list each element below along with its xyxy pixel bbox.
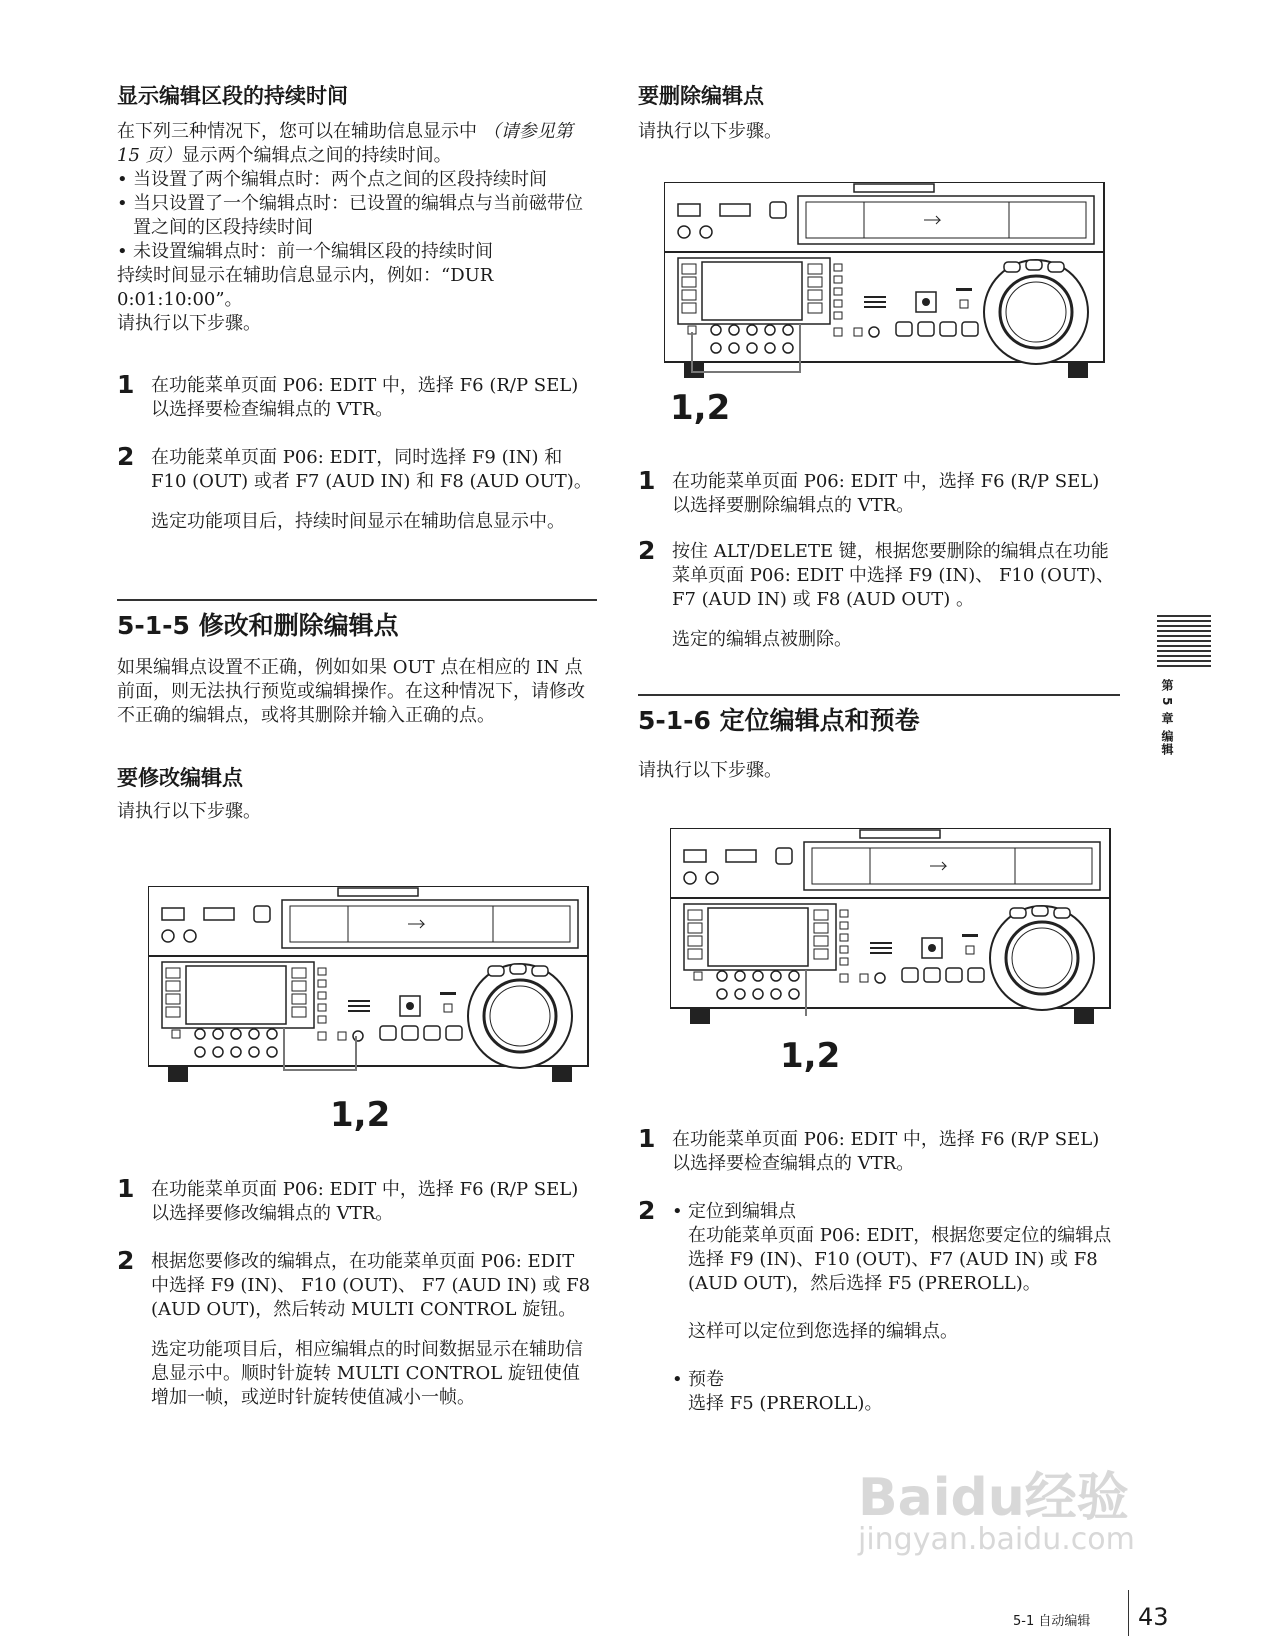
step-number: 2 [638,1196,656,1225]
step-text: 在功能菜单页面 P06: EDIT 中，选择 F6 (R/P SEL) 以选择要删除编辑点的 VTR。 [672,471,1100,516]
locate-bullet-list [672,1200,1120,1416]
footer-section: 5-1 自动编辑 [1013,1614,1091,1629]
duration-note: 持续时间显示在辅助信息显示内，例如：“DUR 0:01:10:00”。 [117,265,494,310]
subsection-title-delete: 要删除编辑点 [638,84,764,108]
bullet-text: 选择 F5 (PREROLL)。 [688,1393,883,1414]
modify-step-2 [117,1246,595,1470]
watermark-url: jingyan.baidu.com [858,1522,1135,1557]
duration-intro: 在下列三种情况下，您可以在辅助信息显示中 （请参见第 15 页）显示两个编辑点之间的持续时间。 [117,121,573,166]
locate-step-2 [638,1196,1120,1430]
steps-intro: 请执行以下步骤。 [117,313,261,334]
section-divider [638,694,1120,696]
vtr-illustration-delete [664,182,1108,382]
bullet-title: • 定位到编辑点 [688,1201,796,1222]
step-text: 在功能菜单页面 P06: EDIT，同时选择 F9 (IN) 和 F10 (OUT) 或者 F7 (AUD IN) 和 F8 (AUD OUT)。 [151,447,592,492]
page-number: 43 [1138,1603,1169,1631]
section-title-locate-preroll: 5-1-6 定位编辑点和预卷 [638,706,920,735]
step-text: 在功能菜单页面 P06: EDIT 中，选择 F6 (R/P SEL) 以选择要修改编辑点的 VTR。 [151,1179,579,1224]
step-number: 1 [638,1124,656,1153]
list-item: • 当设置了两个编辑点时：两个点之间的区段持续时间 [117,168,595,192]
step-result: 选定功能项目后，持续时间显示在辅助信息显示中。 [151,511,565,532]
page-reference-link[interactable]: （请参见第 15 页） [117,121,573,166]
bullet-text: 在功能菜单页面 P06: EDIT，根据您要定位的编辑点选择 F9 (IN)、F10 (OUT)、F7 (AUD IN) 或 F8 (AUD OUT)，然后选择 F5 (PREROLL)。 [688,1225,1112,1294]
list-item [672,1200,1120,1344]
figure-callout: 1,2 [670,388,731,428]
step-text: 按住 ALT/DELETE 键，根据您要删除的编辑点在功能菜单页面 P06: EDIT 中选择 F9 (IN)、 F10 (OUT)、 F7 (AUD IN) 或 F8 (AUD OUT) 。 [672,541,1115,610]
delete-steps-intro: 请执行以下步骤。 [638,121,782,142]
section-title-duration: 显示编辑区段的持续时间 [117,84,348,108]
modify-steps-intro: 请执行以下步骤。 [117,801,261,822]
step-result: 选定功能项目后，相应编辑点的时间数据显示在辅助信息显示中。顺时针旋转 MULTI CONTROL 旋钮使值增加一帧，或逆时针旋转使值减小一帧。 [151,1339,583,1408]
step-text: 根据您要修改的编辑点，在功能菜单页面 P06: EDIT 中选择 F9 (IN)、 F10 (OUT)、 F7 (AUD IN) 或 F8 (AUD OUT)，然后转动 MULTI CONTROL 旋钮。 [151,1251,591,1320]
step-number: 1 [117,370,135,399]
chapter-label: 第 5 章 编辑 [1160,679,1174,756]
vtr-illustration-locate [670,828,1114,1028]
footer-divider [1128,1590,1129,1636]
step-result: 选定的编辑点被删除。 [672,629,852,650]
locate-steps-intro: 请执行以下步骤。 [638,760,782,781]
figure-callout: 1,2 [780,1036,841,1076]
vtr-illustration-modify [148,886,592,1086]
section-title-modify-delete: 5-1-5 修改和删除编辑点 [117,611,399,640]
step-number: 2 [117,442,135,471]
bullet-result: 这样可以定位到您选择的编辑点。 [688,1321,958,1342]
step-text: 在功能菜单页面 P06: EDIT 中，选择 F6 (R/P SEL) 以选择要检查编辑点的 VTR。 [151,375,579,420]
chapter-tab [1157,615,1211,756]
locate-step-1 [638,1124,1120,1188]
duration-step-1 [117,370,595,434]
subsection-title-modify: 要修改编辑点 [117,766,243,790]
delete-step-2 [638,536,1120,670]
figure-callout: 1,2 [330,1095,391,1135]
bullet-title: • 预卷 [688,1369,724,1390]
step-number: 2 [117,1246,135,1275]
watermark-logo: Baidu经验 [858,1468,1129,1528]
step-number: 2 [638,536,656,565]
step-text: 在功能菜单页面 P06: EDIT 中，选择 F6 (R/P SEL) 以选择要检查编辑点的 VTR。 [672,1129,1100,1174]
duration-bullet-list [117,168,595,264]
list-item: • 未设置编辑点时：前一个编辑区段的持续时间 [117,240,595,264]
step-number: 1 [117,1174,135,1203]
modify-step-1 [117,1174,595,1238]
list-item: • 当只设置了一个编辑点时：已设置的编辑点与当前磁带位置之间的区段持续时间 [117,192,595,240]
delete-step-1 [638,466,1120,530]
list-item [672,1368,1120,1416]
step-number: 1 [638,466,656,495]
section-divider [117,599,597,601]
duration-step-2 [117,442,595,566]
chapter-tab-stripes [1157,615,1211,667]
modify-delete-intro: 如果编辑点设置不正确，例如如果 OUT 点在相应的 IN 点前面，则无法执行预览或编辑操作。在这种情况下，请修改不正确的编辑点，或将其删除并输入正确的点。 [117,657,585,726]
